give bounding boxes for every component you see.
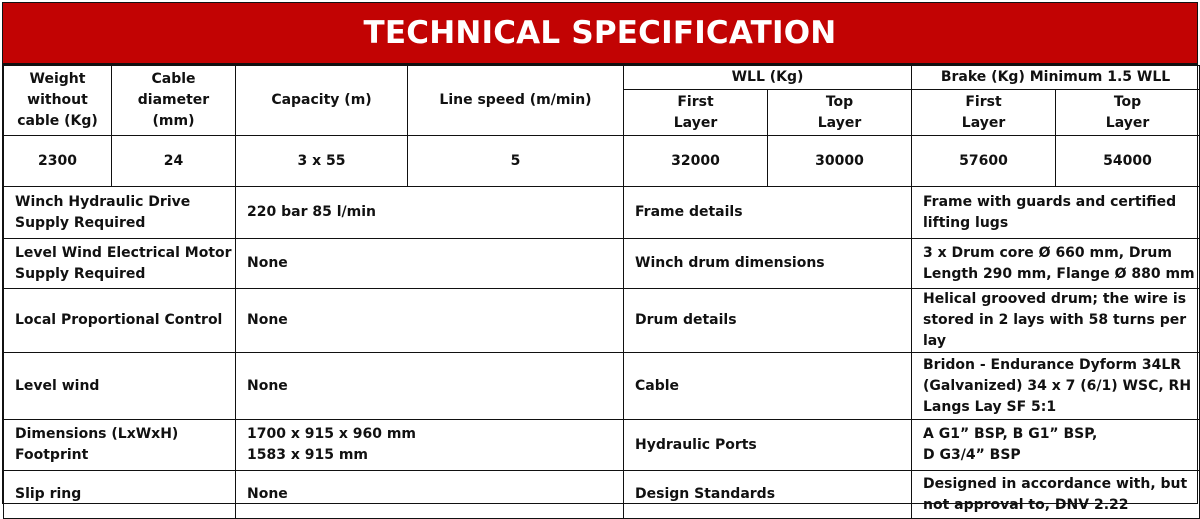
detail-label: Winch drum dimensions [624, 239, 912, 289]
weight-header-line3: cable (Kg) [17, 113, 98, 129]
detail-value: 220 bar 85 l/min [236, 187, 624, 239]
brake-top-layer-value: 54000 [1056, 136, 1200, 187]
spec-sheet [2, 2, 1198, 513]
weight-value: 2300 [4, 136, 112, 187]
weight-header-line2: without [27, 92, 88, 108]
line-speed-header: Line speed (m/min) [408, 66, 624, 136]
detail-row [4, 239, 1200, 289]
detail-row [4, 420, 1200, 471]
cable-header-line2: diameter [137, 92, 210, 108]
detail-label: Slip ring [4, 471, 236, 519]
detail-row [4, 187, 1200, 239]
cable-diameter-value: 24 [112, 136, 236, 187]
page-title: TECHNICAL SPECIFICATION [3, 3, 1197, 65]
detail-value: Frame with guards and certified lifting lugs [912, 187, 1200, 239]
detail-label: Hydraulic Ports [624, 420, 912, 471]
detail-value: 1700 x 915 x 960 mm 1583 x 915 mm [236, 420, 624, 471]
detail-value: 3 x Drum core Ø 660 mm, Drum Length 290 mm, Flange Ø 880 mm [912, 239, 1200, 289]
weight-header-line1: Weight [29, 71, 86, 87]
detail-label: Design Standards [624, 471, 912, 519]
detail-value: Bridon - Endurance Dyform 34LR (Galvanized) 34 x 7 (6/1) WSC, RH Langs Lay SF 5:1 [912, 353, 1200, 420]
capacity-value: 3 x 55 [236, 136, 408, 187]
detail-value: None [236, 471, 624, 519]
cable-diameter-header [112, 66, 236, 136]
detail-label: Local Proportional Control [4, 289, 236, 353]
detail-row [4, 353, 1200, 420]
line-speed-value: 5 [408, 136, 624, 187]
detail-label: Level Wind Electrical Motor Supply Required [4, 239, 236, 289]
detail-value: A G1” BSP, B G1” BSP, D G3/4” BSP [912, 420, 1200, 471]
capacity-header: Capacity (m) [236, 66, 408, 136]
detail-value: Helical grooved drum; the wire is stored in 2 lays with 58 turns per lay [912, 289, 1200, 353]
cable-header-line3: (mm) [152, 113, 195, 129]
detail-row [4, 471, 1200, 519]
detail-label: Frame details [624, 187, 912, 239]
detail-label: Drum details [624, 289, 912, 353]
detail-label: Cable [624, 353, 912, 420]
detail-label: Dimensions (LxWxH) Footprint [4, 420, 236, 471]
detail-label: Level wind [4, 353, 236, 420]
wll-header: WLL (Kg) [624, 66, 912, 90]
detail-value: Designed in accordance with, but not approval to, DNV 2.22 [912, 471, 1200, 519]
detail-label: Winch Hydraulic Drive Supply Required [4, 187, 236, 239]
wll-top-layer-value: 30000 [768, 136, 912, 187]
brake-header: Brake (Kg) Minimum 1.5 WLL [912, 66, 1200, 90]
brake-first-layer-header: First Layer [912, 90, 1056, 136]
brake-first-layer-value: 57600 [912, 136, 1056, 187]
cable-header-line1: Cable [151, 71, 196, 87]
weight-header [4, 66, 112, 136]
detail-row [4, 289, 1200, 353]
brake-top-layer-header: Top Layer [1056, 90, 1200, 136]
detail-value: None [236, 353, 624, 420]
wll-first-layer-header: First Layer [624, 90, 768, 136]
spec-header-table [3, 65, 1200, 187]
spec-details-table [3, 186, 1200, 519]
wll-top-layer-header: Top Layer [768, 90, 912, 136]
wll-first-layer-value: 32000 [624, 136, 768, 187]
detail-value: None [236, 239, 624, 289]
detail-value: None [236, 289, 624, 353]
